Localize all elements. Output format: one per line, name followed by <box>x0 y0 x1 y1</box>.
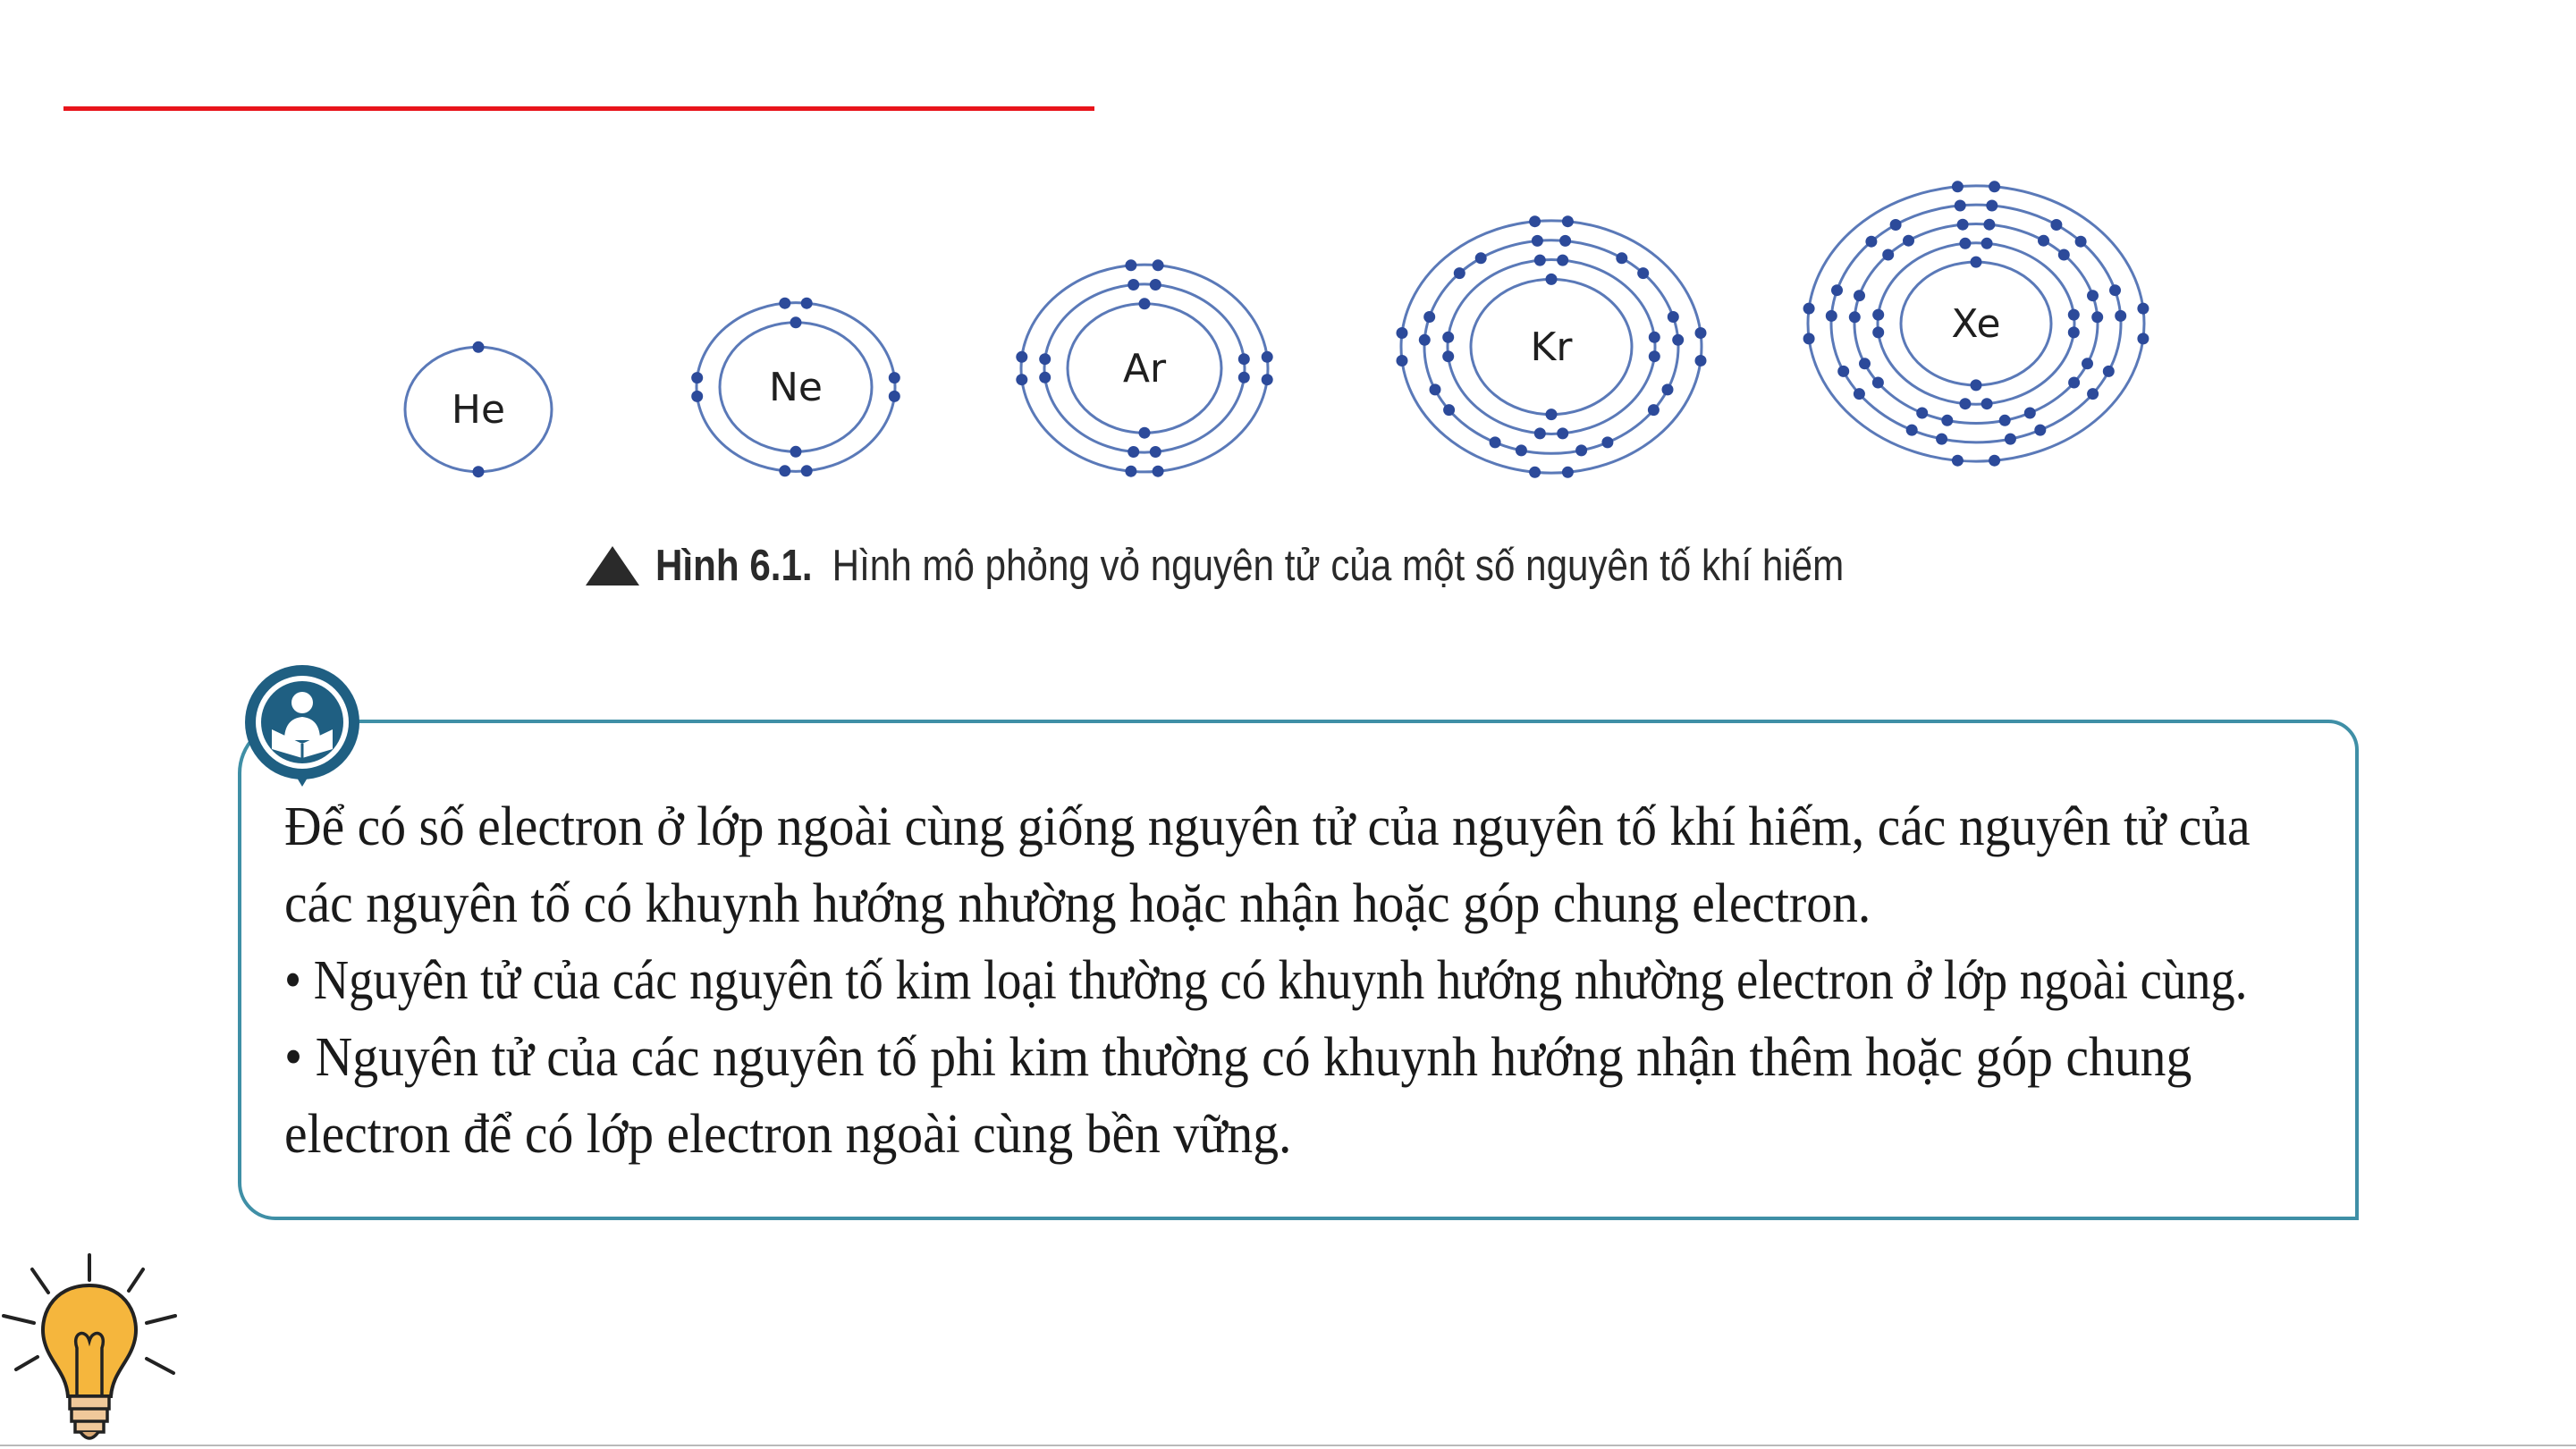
electron <box>2082 358 2093 369</box>
electron <box>1616 252 1627 264</box>
electron <box>2103 366 2115 377</box>
electron <box>1546 409 1558 420</box>
electron <box>1546 274 1558 285</box>
electron <box>1903 235 1914 247</box>
electron <box>1562 215 1574 227</box>
bullet-nonmetal-2: electron để có lớp electron ngoài cùng bền vững. <box>284 1104 1292 1165</box>
electron <box>2050 219 2062 231</box>
bottom-divider <box>0 1445 2576 1446</box>
electron <box>1648 404 1660 416</box>
electron <box>1872 309 1884 321</box>
electron <box>1150 279 1161 291</box>
electron <box>1442 350 1454 362</box>
atom-xe <box>1803 181 2149 466</box>
electron <box>1854 388 1865 400</box>
electron <box>473 341 485 353</box>
electron <box>2034 425 2046 436</box>
electron <box>691 391 703 402</box>
electron <box>1490 436 1501 448</box>
electron <box>1039 353 1051 365</box>
electron <box>1534 427 1546 439</box>
electron <box>1971 379 1982 391</box>
atom-kr <box>1397 215 1707 478</box>
electron <box>1016 351 1027 363</box>
light-bulb-icon <box>0 1243 188 1449</box>
bullet-nonmetal-1: • Nguyên tử của các nguyên tố phi kim thường có khuynh hướng nhận thêm hoặc góp chung <box>284 1027 2192 1088</box>
electron <box>1238 372 1250 383</box>
electron <box>691 372 703 383</box>
electron <box>1695 327 1707 339</box>
electron <box>1262 374 1273 385</box>
electron <box>1936 434 1947 445</box>
electron <box>2038 235 2049 247</box>
electron <box>1153 466 1164 477</box>
electron <box>889 372 900 383</box>
electron <box>1981 398 1993 409</box>
electron <box>1534 255 1546 266</box>
electron <box>1906 425 1918 436</box>
electron <box>1516 444 1527 456</box>
electron <box>1955 200 1966 212</box>
electron <box>1442 332 1454 343</box>
electron <box>1981 238 1993 249</box>
electron <box>473 466 485 477</box>
electron <box>1125 466 1136 477</box>
bullet-metal: • Nguyên tử của các nguyên tố kim loại thường có khuynh hướng nhường electron ở lớp ngoài cùng. <box>284 950 2248 1011</box>
electron <box>2087 290 2099 301</box>
electron <box>1672 334 1684 346</box>
electron <box>2068 309 2080 321</box>
electron <box>1952 181 1964 192</box>
electron <box>1983 219 1995 231</box>
electron <box>779 465 790 476</box>
caption-text: Hình mô phỏng vỏ nguyên tử của một số nguyên tố khí hiếm <box>832 542 1845 590</box>
electron <box>1557 427 1568 439</box>
electron <box>1865 236 1877 248</box>
electron <box>1557 255 1568 266</box>
electron <box>1971 257 1982 268</box>
electron <box>1952 455 1964 467</box>
electron <box>2075 236 2087 248</box>
electron <box>1849 311 1861 323</box>
summary-line-1: Để có số electron ở lớp ngoài cùng giống nguyên tử của nguyên tố khí hiếm, các nguyên tử của <box>284 796 2251 857</box>
electron <box>1837 366 1849 377</box>
figure-caption <box>586 535 2106 597</box>
electron <box>1601 436 1613 448</box>
electron <box>1153 259 1164 271</box>
atom-symbol: He <box>451 387 506 433</box>
electron <box>1128 446 1139 458</box>
electron <box>2068 326 2080 338</box>
electron <box>2024 408 2036 419</box>
electron <box>1695 355 1707 366</box>
electron <box>1662 383 1674 395</box>
electron <box>1139 298 1151 309</box>
electron <box>2137 303 2149 315</box>
electron <box>1831 284 1843 296</box>
electron <box>1649 332 1660 343</box>
atom-symbol: Kr <box>1530 324 1573 370</box>
electron <box>1150 446 1161 458</box>
electron <box>1529 215 1541 227</box>
electron <box>1859 358 1871 369</box>
atom-symbol: Ar <box>1122 346 1167 392</box>
electron <box>1397 355 1408 366</box>
electron <box>2091 311 2103 323</box>
summary-line-2: các nguyên tố có khuynh hướng nhường hoặc nhận hoặc góp chung electron. <box>284 873 1871 934</box>
electron <box>1959 398 1971 409</box>
electron <box>2005 434 2016 445</box>
electron <box>1423 311 1435 323</box>
electron <box>1039 372 1051 383</box>
electron <box>1989 181 2000 192</box>
electron <box>2068 377 2080 389</box>
electron <box>1559 235 1571 247</box>
electron <box>801 298 813 309</box>
electron <box>1999 415 2011 426</box>
electron <box>790 316 802 328</box>
electron <box>1562 467 1574 478</box>
atom-he <box>405 341 552 477</box>
summary-text <box>284 788 2332 1173</box>
electron <box>1262 351 1273 363</box>
electron <box>1986 200 1997 212</box>
atom-symbol: Ne <box>769 365 823 410</box>
electron <box>1139 427 1151 439</box>
electron <box>1529 467 1541 478</box>
atom-ne <box>691 298 900 477</box>
electron <box>1532 235 1543 247</box>
electron <box>1882 249 1894 261</box>
triangle-icon <box>586 546 639 585</box>
electron <box>1419 334 1431 346</box>
electron <box>1397 327 1408 339</box>
electron <box>1475 252 1487 264</box>
electron <box>1872 377 1884 389</box>
electron <box>1803 333 1815 344</box>
atom-symbol: Xe <box>1951 301 2001 347</box>
electron <box>1238 353 1250 365</box>
electron <box>779 298 790 309</box>
electron <box>1989 455 2000 467</box>
electron <box>1803 303 1815 315</box>
electron <box>1575 444 1587 456</box>
electron <box>2058 249 2070 261</box>
figure-number: Hình 6.1. <box>655 542 813 590</box>
electron <box>1430 383 1441 395</box>
electron <box>1854 290 1865 301</box>
electron <box>1649 350 1660 362</box>
electron <box>1941 415 1953 426</box>
electron <box>2137 333 2149 344</box>
electron <box>1959 238 1971 249</box>
reading-person-icon <box>240 663 365 788</box>
atom-ar <box>1016 259 1272 476</box>
electron <box>1890 219 1902 231</box>
electron <box>2115 310 2126 322</box>
electron <box>1128 279 1139 291</box>
electron <box>801 465 813 476</box>
electron <box>790 446 802 458</box>
electron <box>1443 404 1455 416</box>
electron <box>1872 326 1884 338</box>
electron <box>2087 388 2099 400</box>
electron <box>1016 374 1027 385</box>
electron <box>1916 408 1928 419</box>
electron <box>1668 311 1679 323</box>
electron <box>1957 219 1969 231</box>
electron <box>1637 267 1649 279</box>
noble-gas-atom-diagrams <box>0 0 2576 501</box>
electron <box>1826 310 1837 322</box>
electron <box>1454 267 1465 279</box>
electron <box>2109 284 2121 296</box>
electron <box>1125 259 1136 271</box>
electron <box>889 391 900 402</box>
